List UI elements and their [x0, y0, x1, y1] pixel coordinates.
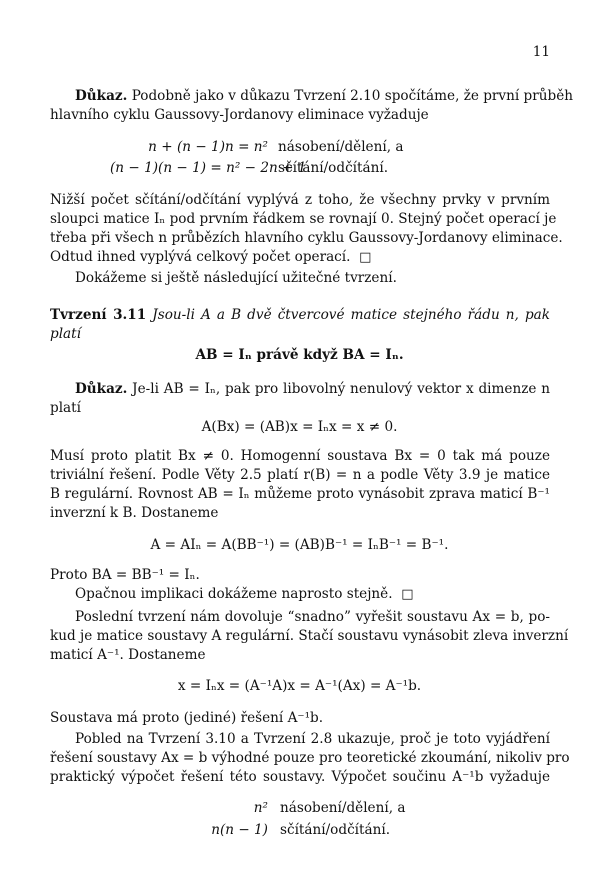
theorem-label: Tvrzení 3.11 — [50, 307, 147, 323]
proof1-text-4 — [50, 248, 550, 267]
page-number: 11 — [532, 44, 550, 60]
proof2-line1 — [50, 380, 550, 399]
proof2-opposite — [50, 585, 550, 604]
para3-after: Soustava má proto (jediné) řešení A⁻¹b. — [50, 710, 324, 726]
proof1-eq-text-2: sčítání/odčítání. — [278, 160, 389, 176]
proof2-line2: platí — [50, 400, 81, 416]
para3-formula: x = Iₙx = (A⁻¹A)x = A⁻¹(Ax) = A⁻¹b. — [177, 678, 422, 694]
proof1-eq-expr-1: n + (n − 1)n = n² — [148, 139, 268, 155]
intro-line: Dokážeme si ještě následující užitečné tvrzení. — [75, 270, 397, 286]
para4-text-3: praktický výpočet řešení této soustavy. Výpočet součinu A⁻¹b vyžaduje — [50, 769, 550, 785]
proof1-eq-text-1: násobení/dělení, a — [278, 139, 404, 155]
theorem-formula: AB = Iₙ právě když BA = Iₙ. — [195, 347, 404, 363]
para4-text-1: Pobled na Tvrzení 3.10 a Tvrzení 2.8 ukazuje, proč je toto vyjádření — [75, 731, 550, 747]
proof2-text-1: Musí proto platit Bx ≠ 0. Homogenní soustava Bx = 0 tak má pouze — [50, 448, 550, 464]
para4-eq-expr-1: n² — [253, 800, 268, 816]
proof2-label: Důkaz. — [75, 381, 128, 397]
para4-eq-expr-2: n(n − 1) — [211, 822, 268, 838]
theorem-line2: platí — [50, 326, 81, 342]
proof1-line1-text: Podobně jako v důkazu Tvrzení 2.10 spočítáme, že první průběh — [131, 88, 573, 104]
para4-eq-text-2: sčítání/odčítání. — [280, 822, 391, 838]
qed-symbol: □ — [359, 250, 372, 265]
proof1-text-2: sloupci matice Iₙ pod prvním řádkem se rovnají 0. Stejný počet operací je — [50, 211, 557, 227]
proof1-text-4-span: Odtud ihned vyplývá celkový počet operací. — [50, 249, 351, 265]
proof1-text-3: třeba při všech n průbězích hlavního cyklu Gaussovy-Jordanovy eliminace. — [50, 230, 563, 246]
qed-symbol-2: □ — [401, 587, 414, 602]
para3-text-2: kud je matice soustavy A regulární. Stačí soustavu vynásobit zleva inverzní — [50, 628, 569, 644]
para3-text-3: maticí A⁻¹. Dostaneme — [50, 647, 206, 663]
theorem-line1 — [50, 306, 550, 325]
proof2-after: Proto BA = BB⁻¹ = Iₙ. — [50, 567, 200, 583]
proof2-text-4: inverzní k B. Dostaneme — [50, 505, 219, 521]
proof1-eq-expr-2: (n − 1)(n − 1) = n² − 2n + 1 — [110, 160, 307, 176]
theorem-line1-text: Jsou-li A a B dvě čtvercové matice stejného řádu n, pak — [152, 307, 551, 323]
para4-eq-text-1: násobení/dělení, a — [280, 800, 406, 816]
proof2-text-3: B regulární. Rovnost AB = Iₙ můžeme proto vynásobit zprava maticí B⁻¹ — [50, 486, 550, 502]
proof1-line2: hlavního cyklu Gaussovy-Jordanovy eliminace vyžaduje — [50, 107, 429, 123]
proof2-opposite-text: Opačnou implikaci dokážeme naprosto stejně. — [75, 586, 393, 602]
proof1-line1 — [50, 87, 573, 106]
proof2-text-2: triviální řešení. Podle Věty 2.5 platí r(B) = n a podle Věty 3.9 je matice — [50, 467, 550, 483]
proof2-formula2: A = AIₙ = A(BB⁻¹) = (AB)B⁻¹ = IₙB⁻¹ = B⁻¹. — [150, 537, 449, 553]
proof1-text-1: Nižší počet sčítání/odčítání vyplývá z toho, že všechny prvky v prvním — [50, 192, 550, 208]
proof1-label: Důkaz. — [75, 88, 128, 104]
proof2-formula1: A(Bx) = (AB)x = Iₙx = x ≠ 0. — [201, 419, 398, 435]
para3-text-1: Poslední tvrzení nám dovoluje “snadno” vyřešit soustavu Ax = b, po- — [75, 609, 550, 625]
proof2-line1-text: Je-li AB = Iₙ, pak pro libovolný nenulový vektor x dimenze n — [132, 381, 550, 397]
para4-text-2: řešení soustavy Ax = b výhodné pouze pro teoretické zkoumání, nikoliv pro — [50, 750, 570, 766]
